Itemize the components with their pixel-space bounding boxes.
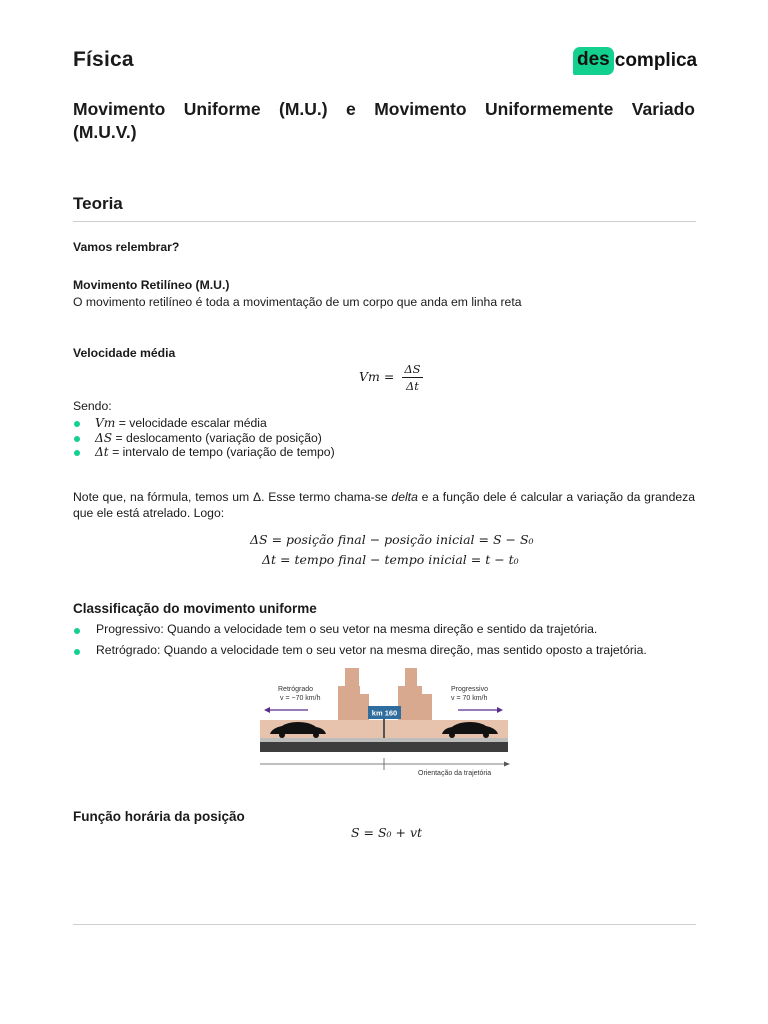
list-item-text: Retrógrado: Quando a velocidade tem o seu vetor na mesma direção, mas sentido oposto a trajetória.: [96, 643, 647, 657]
km-sign-text: km 160: [371, 708, 398, 718]
formula-denominator: Δt: [405, 379, 419, 393]
section-heading: Teoria: [73, 194, 123, 213]
list-item-text: Progressivo: Quando a velocidade tem o seu vetor na mesma direção e sentido da trajetória.: [96, 622, 598, 636]
subject-title: Física: [73, 48, 134, 71]
formula-lhs: Vm =: [359, 369, 395, 384]
list-item: [73, 445, 335, 460]
list-item: [73, 622, 647, 637]
bullet-icon: [74, 421, 80, 427]
right-speed: v = 70 km/h: [451, 695, 488, 702]
document-title: [73, 98, 695, 144]
logo-text: complica: [614, 50, 698, 71]
formula-fraction: [402, 362, 422, 393]
formula-numerator: ΔS: [404, 362, 421, 376]
list-item: [73, 431, 335, 446]
bullet-icon: [74, 628, 80, 634]
left-label: Retrógrado: [278, 686, 314, 693]
descomplica-logo: [573, 45, 697, 77]
document-title-line2: (M.U.V.): [73, 122, 137, 142]
intro-text: Vamos relembrar?: [73, 240, 180, 254]
axis-label: Orientação da trajetória: [418, 770, 492, 777]
classification-heading: Classificação do movimento uniforme: [73, 601, 317, 616]
list-item: [73, 416, 335, 431]
list-item-symbol: Vm: [95, 416, 116, 430]
left-speed: v = −70 km/h: [280, 695, 321, 702]
velocity-formula: [359, 362, 423, 393]
delta-s-equation: ΔS = posição final − posição inicial = S − S₀: [250, 532, 534, 547]
classification-list: [73, 622, 647, 664]
sendo-label: Sendo:: [73, 399, 112, 413]
motion-illustration: [258, 664, 510, 780]
position-function-equation: S = S₀ + vt: [351, 825, 423, 840]
list-item-symbol: ΔS: [95, 430, 113, 445]
position-function-heading: Função horária da posição: [73, 809, 245, 824]
note-text-2: e a função dele é calcular a variação da grandeza que ele está atrelado. Logo:: [73, 490, 696, 520]
road: [260, 742, 508, 752]
trajectory-axis: [260, 758, 510, 770]
delta-note: [73, 489, 695, 521]
road-edge: [260, 738, 508, 742]
bullet-icon: [74, 450, 80, 456]
definitions-list: [73, 416, 335, 460]
list-item: [73, 643, 647, 658]
section-divider: [73, 221, 696, 222]
delta-t-equation: Δt = tempo final − tempo inicial = t − t₀: [262, 552, 519, 567]
note-text-1: Note que, na fórmula, temos um Δ. Esse termo chama-se: [73, 490, 392, 504]
note-italic: delta: [391, 490, 418, 504]
list-item-text: = velocidade escalar média: [115, 416, 267, 430]
mru-text: O movimento retilíneo é toda a movimentação de um corpo que anda em linha reta: [73, 295, 522, 309]
velocity-heading: Velocidade média: [73, 346, 176, 360]
right-velocity-arrow: [458, 707, 503, 713]
left-velocity-arrow: [264, 707, 308, 713]
footer-divider: [73, 924, 696, 925]
bullet-icon: [74, 649, 80, 655]
list-item-symbol: Δt: [95, 445, 109, 459]
mru-heading: Movimento Retilíneo (M.U.): [73, 278, 230, 292]
list-item-text: = intervalo de tempo (variação de tempo): [108, 445, 335, 459]
list-item-text: = deslocamento (variação de posição): [112, 430, 322, 445]
right-label: Progressivo: [451, 686, 488, 693]
bullet-icon: [74, 436, 80, 442]
logo-badge: des: [573, 47, 614, 75]
document-title-line1: Movimento Uniforme (M.U.) e Movimento Uniformemente Variado: [73, 99, 695, 119]
